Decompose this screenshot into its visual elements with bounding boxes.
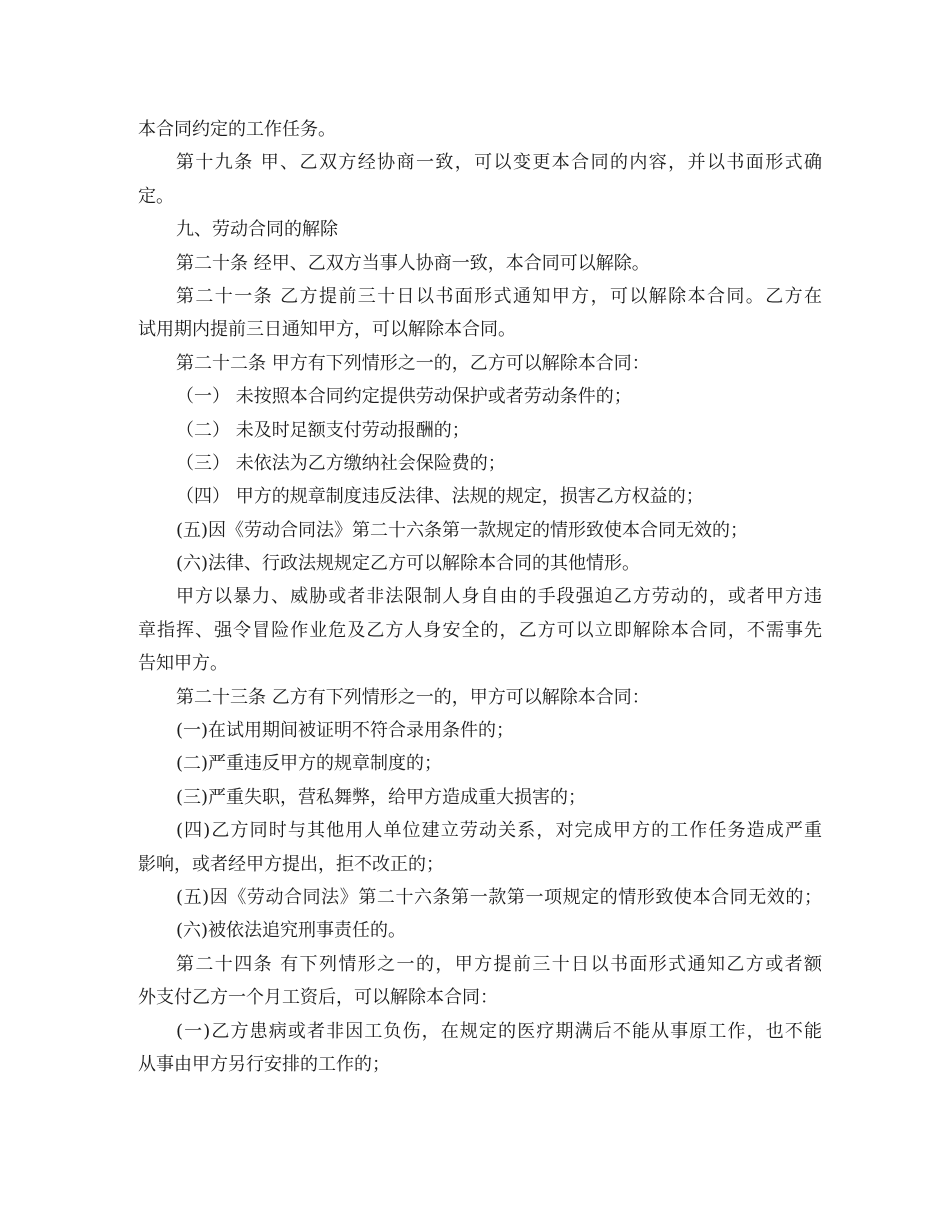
document-line: 外支付乙方一个月工资后，可以解除本合同：	[138, 987, 498, 1009]
document-line: 第十九条 甲、乙双方经协商一致，可以变更本合同的内容，并以书面形式确	[176, 152, 822, 174]
document-line: (三)严重失职，营私舞弊，给甲方造成重大损害的；	[176, 786, 587, 808]
document-line: (一)乙方患病或者非因工负伤，在规定的医疗期满后不能从事原工作，也不能	[176, 1020, 822, 1042]
document-line: 告知甲方。	[138, 653, 228, 675]
document-line: 定。	[138, 185, 174, 207]
document-line: 第二十四条 有下列情形之一的，甲方提前三十日以书面形式通知乙方或者额	[176, 953, 822, 975]
document-line: （三） 未依法为乙方缴纳社会保险费的；	[176, 452, 506, 474]
document-line: 第二十三条 乙方有下列情形之一的，甲方可以解除本合同：	[176, 686, 650, 708]
document-line: （一） 未按照本合同约定提供劳动保护或者劳动条件的；	[176, 386, 632, 408]
document-line: （二） 未及时足额支付劳动报酬的；	[176, 419, 470, 441]
document-line: (五)因《劳动合同法》第二十六条第一款规定的情形致使本合同无效的；	[176, 519, 749, 541]
document-line: 本合同约定的工作任务。	[138, 119, 336, 140]
document-line: 影响，或者经甲方提出，拒不改正的；	[138, 853, 444, 875]
document-line: 第二十一条 乙方提前三十日以书面形式通知甲方，可以解除本合同。乙方在	[176, 285, 822, 307]
document-body	[138, 113, 822, 1081]
document-line: (四)乙方同时与其他用人单位建立劳动关系，对完成甲方的工作任务造成严重	[176, 820, 822, 842]
document-line: 第二十二条 甲方有下列情形之一的，乙方可以解除本合同：	[176, 352, 650, 374]
document-line: 甲方以暴力、威胁或者非法限制人身自由的手段强迫乙方劳动的，或者甲方违	[176, 586, 822, 608]
document-line: 九、劳动合同的解除	[176, 219, 338, 241]
document-line: （四） 甲方的规章制度违反法律、法规的规定，损害乙方权益的；	[176, 486, 704, 508]
document-line: (六)被依法追究刑事责任的。	[176, 920, 407, 942]
document-line: (六)法律、行政法规规定乙方可以解除本合同的其他情形。	[176, 553, 641, 575]
document-line: 第二十条 经甲、乙双方当事人协商一致，本合同可以解除。	[176, 252, 650, 274]
document-line: (五)因《劳动合同法》第二十六条第一款第一项规定的情形致使本合同无效的；	[176, 886, 822, 908]
document-line: 从事由甲方另行安排的工作的；	[138, 1053, 390, 1075]
document-line: (二)严重违反甲方的规章制度的；	[176, 753, 443, 775]
document-line: 章指挥、强令冒险作业危及乙方人身安全的，乙方可以立即解除本合同，不需事先	[138, 619, 822, 641]
document-line: (一)在试用期间被证明不符合录用条件的；	[176, 720, 515, 742]
document-line: 试用期内提前三日通知甲方，可以解除本合同。	[138, 319, 516, 341]
